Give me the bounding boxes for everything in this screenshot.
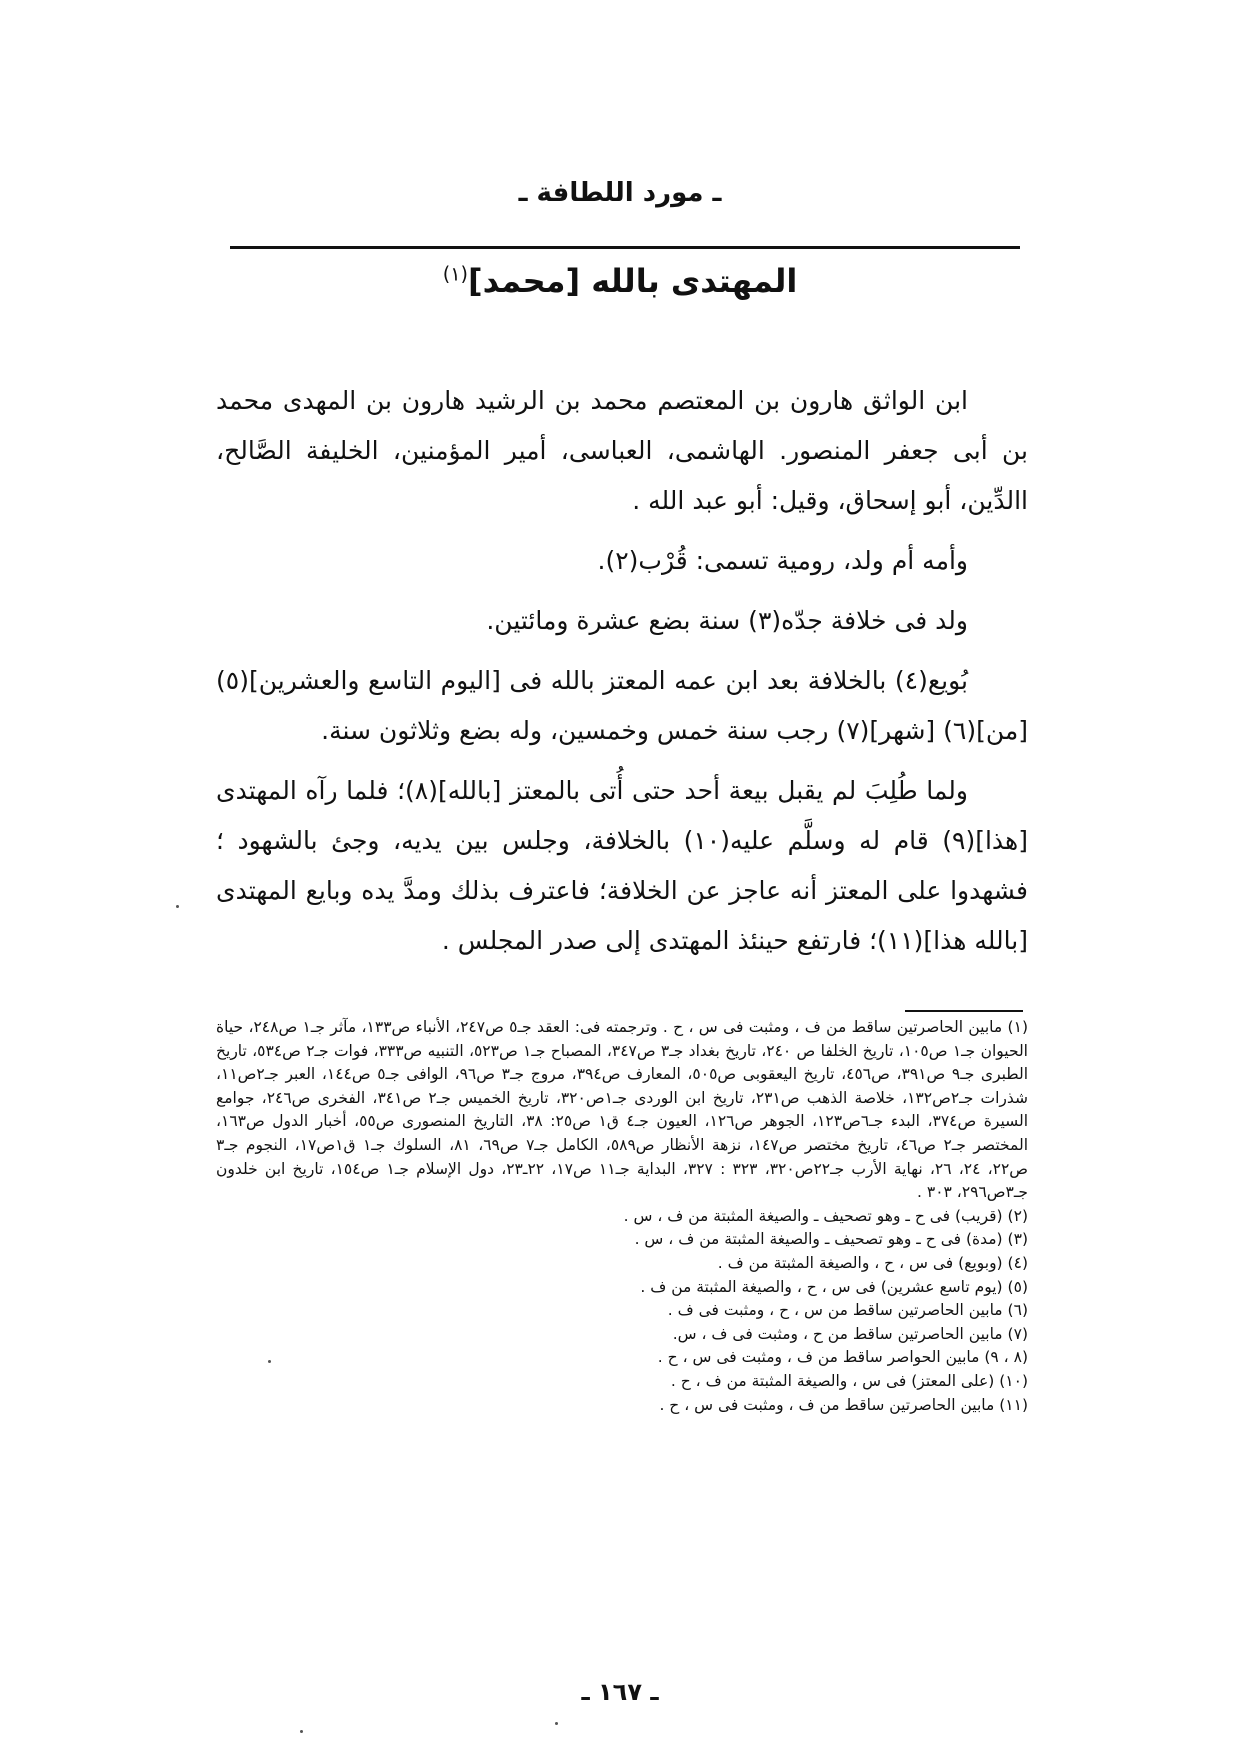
footnote-number: (٨ ، ٩) [984, 1348, 1028, 1367]
chapter-title [0, 262, 1240, 300]
footnote [216, 1228, 1028, 1252]
footnote-text: (يوم تاسع عشرين) فى س ، ح ، والصيغة المثبتة من ف . [640, 1277, 1003, 1296]
running-head: ـ مورد اللطافة ـ [518, 178, 722, 208]
footnote-text: (على المعتز) فى س ، والصيغة المثبتة من ف ، ح . [670, 1371, 995, 1390]
header-rule [230, 246, 1020, 249]
scan-speck [176, 905, 179, 908]
scan-speck [555, 1722, 558, 1725]
page-number: ـ ١٦٧ ـ [581, 1678, 659, 1706]
footnote [216, 1016, 1028, 1205]
footnote [216, 1323, 1028, 1347]
footnote-number: (٢) [1007, 1206, 1028, 1225]
body-text [216, 376, 1028, 976]
footnote-text: (وبويع) فى س ، ح ، والصيغة المثبتة من ف . [717, 1253, 1003, 1272]
footnote [216, 1394, 1028, 1418]
title-note-ref: (١) [442, 262, 468, 286]
footnote [216, 1370, 1028, 1394]
footnote-number: (٦) [1007, 1301, 1028, 1320]
footnote-text: مابين الحاصرتين ساقط من ح ، ومثبت فى ف ، س. [672, 1324, 1003, 1343]
footnote-number: (٧) [1007, 1324, 1028, 1343]
footnotes [216, 1016, 1028, 1417]
paragraph-abdication: ولما طُلِبَ لم يقبل بيعة أحد حتى أُتى بالمعتز [بالله](٨)؛ فلما رآه المهتدى [هذا](٩) قام له وسلَّم عليه(١٠) بالخلافة، وجلس بين يديه، وجئ بالشهود ؛ فشهدوا على المعتز أنه عاجز عن الخلافة؛ فاعترف بذلك ومدَّ يده وبايع المهتدى [بالله هذا](١١)؛ فارتفع حينئذ المهتدى إلى صدر المجلس . [216, 776, 1028, 955]
footnote-text: (مدة) فى ح ـ وهو تصحيف ـ والصيغة المثبتة من ف ، س . [634, 1230, 1003, 1249]
footnote-text: مابين الحواصر ساقط من ف ، ومثبت فى س ، ح . [657, 1348, 980, 1367]
footnote-number: (١) [1007, 1018, 1028, 1036]
footnote [216, 1276, 1028, 1300]
footnote-text: مابين الحاصرتين ساقط من س ، ح ، ومثبت فى ف . [667, 1301, 1003, 1320]
footnote [216, 1252, 1028, 1276]
footnote [216, 1346, 1028, 1370]
footnote-text: مابين الحاصرتين ساقط من ف ، ومثبت فى س ، ح . وترجمته فى: العقد جـ٥ ص٢٤٧، الأنباء ص١٣٣، مآثر جـ١ ص٢٤٨، حياة الحيوان جـ١ ص١٠٥، تاريخ الخلفا ص ٢٤٠، تاريخ بغداد جـ٣ ص٣٤٧، المصباح جـ١ ص٥٢٣، التنبيه ص٣٣٣، فوات جـ٢ ص٥٣٤، تاريخ الطبرى جـ٩ ص٣٩١، ص٤٥٦، تاريخ اليعقوبى ص٥٠٥، المعارف ص٣٩٤، مروج جـ٣ ص٩٦، الوافى جـ٥ ص١٤٤، العبر جـ٢ص١١، شذرات جـ٢ص١٣٢، خلاصة الذهب ص٢٣١، تاريخ ابن الوردى جـ١ص٣٢٠، تاريخ الخميس جـ٢ ص٣٤١، الفخرى ص٢٤٦، جوامع السيرة ص٣٧٤، البدء جـ٦ص١٢٣، الجوهر ص١٢٦، العيون جـ٤ ق١ ص٢٥: ٣٨، التاريخ المنصورى ص٥٥، أخبار الدول ص١٦٣، المختصر جـ٢ ص٤٦، تاريخ مختصر ص١٤٧، نزهة الأنظار ص٥٨٩، الكامل جـ٧ ص٦٩، ٨١، السلوك جـ١ ق١ص١٧، النجوم جـ٣ ص٢٢، ٢٤، ٢٦، نهاية الأرب جـ٢٢ص٣٢٠، ٣٢٣ : ٣٢٧، البداية جـ١١ ص١٧، ٢٢ـ٢٣، دول الإسلام جـ١ ص١٥٤، تاريخ ابن خلدون جـ٣ص٢٩٦، ٣٠٣ . [216, 1018, 1029, 1202]
scan-speck [300, 1730, 303, 1733]
paragraph-allegiance: بُويع(٤) بالخلافة بعد ابن عمه المعتز بالله فى [اليوم التاسع والعشرين](٥) [من](٦) [شهر](٧) رجب سنة خمس وخمسين، وله بضع وثلاثون سنة. [216, 666, 1028, 745]
footnote-number: (١٠) [999, 1371, 1028, 1390]
scan-speck [268, 1360, 271, 1363]
footnote-number: (٤) [1007, 1253, 1028, 1272]
paragraph-birth: ولد فى خلافة جدّه(٣) سنة بضع عشرة ومائتين. [486, 606, 968, 635]
footnote-number: (٣) [1007, 1230, 1028, 1249]
chapter-title-text: المهتدى بالله [محمد] [468, 262, 798, 300]
footnote-number: (٥) [1007, 1277, 1028, 1296]
footnote-text: (قريب) فى ح ـ وهو تصحيف ـ والصيغة المثبتة من ف ، س . [623, 1206, 1003, 1225]
paragraph-lineage: ابن الواثق هارون بن المعتصم محمد بن الرشيد هارون بن المهدى محمد بن أبى جعفر المنصور. الهاشمى، العباسى، أمير المؤمنين، الخليفة الصَّالح، االدِّين، أبو إسحاق، وقيل: أبو عبد الله . [216, 386, 1028, 515]
footnote-rule [905, 1010, 1023, 1012]
footnote-text: مابين الحاصرتين ساقط من ف ، ومثبت فى س ، ح . [659, 1395, 995, 1414]
footnote [216, 1205, 1028, 1229]
footnote-number: (١١) [999, 1395, 1028, 1414]
footnote [216, 1299, 1028, 1323]
paragraph-mother: وأمه أم ولد، رومية تسمى: قُرْب(٢). [597, 546, 968, 575]
